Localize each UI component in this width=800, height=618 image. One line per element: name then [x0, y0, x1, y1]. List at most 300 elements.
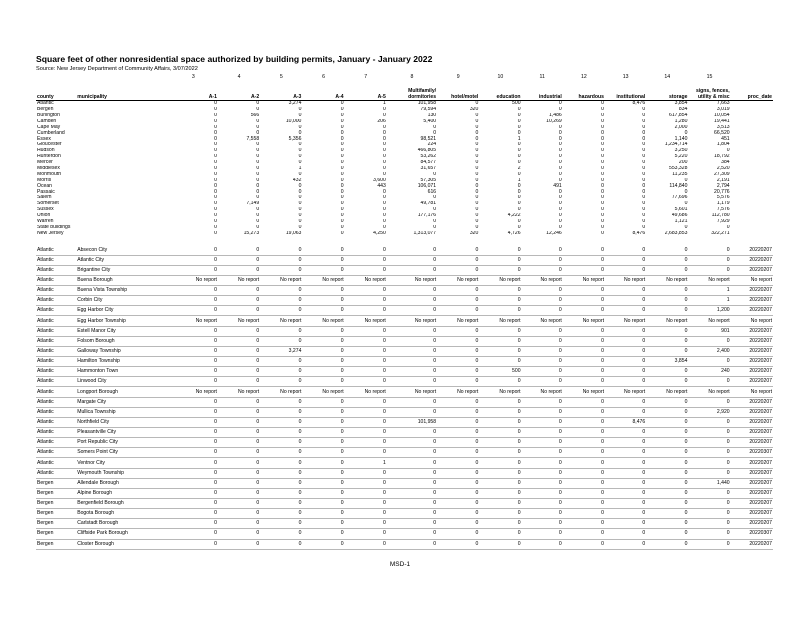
summary-value: 0 [642, 183, 646, 189]
summary-value: 616 [427, 189, 437, 195]
summary-value: 0 [383, 130, 386, 136]
row-municipality: Atlantic City [76, 255, 169, 265]
summary-value: 0 [340, 201, 344, 207]
row-value: 0 [387, 529, 437, 539]
summary-value: 10,000 [285, 118, 302, 124]
blank-cell [731, 236, 773, 245]
row-county: Atlantic [36, 275, 76, 285]
row-value: 0 [345, 377, 387, 387]
column-number: 3 [191, 74, 195, 81]
summary-value: 0 [298, 201, 302, 207]
row-value: 0 [302, 336, 344, 346]
row-proc-date: 20220207 [731, 397, 773, 407]
row-value: 240 [688, 367, 730, 377]
summary-value: 0 [256, 159, 260, 166]
summary-value: 8,476 [632, 230, 646, 236]
row-value: 0 [688, 377, 730, 387]
row-proc-date: 20220207 [731, 377, 773, 387]
summary-value: 0 [214, 201, 217, 207]
row-municipality: Mullica Township [76, 407, 169, 417]
header-column: A-4 [302, 82, 344, 101]
summary-value: 1 [517, 136, 521, 142]
summary-value: 0 [601, 106, 604, 113]
summary-value: 0 [601, 148, 604, 154]
row-county: Atlantic [36, 286, 76, 296]
row-value: 0 [605, 488, 646, 498]
row-value: No report [605, 275, 646, 285]
summary-value: 0 [558, 124, 562, 130]
county-name: Sussex [37, 207, 54, 213]
row-county: Atlantic [36, 296, 76, 306]
row-value: 0 [387, 448, 437, 458]
summary-value: 0 [642, 224, 646, 230]
row-municipality: Bergenfield Borough [76, 499, 169, 509]
row-value: 0 [387, 265, 437, 275]
summary-value: 0 [214, 207, 217, 213]
row-county: Atlantic [36, 265, 76, 275]
summary-value: 0 [383, 136, 386, 142]
row-value: 0 [260, 296, 302, 306]
summary-value: 18,792 [714, 154, 730, 160]
row-municipality: Hammonton Town [76, 367, 169, 377]
column-number-row [36, 74, 773, 82]
row-municipality: Bogota Borough [76, 509, 169, 519]
row-value: 3,274 [260, 346, 302, 356]
row-value: 0 [605, 407, 646, 417]
summary-value: 0 [642, 218, 646, 225]
row-value: 0 [605, 397, 646, 407]
table-row [36, 417, 773, 427]
summary-value: 98,521 [420, 136, 437, 142]
summary-value: 0 [214, 142, 217, 148]
row-value: No report [522, 275, 563, 285]
county-name: Monmouth [37, 171, 62, 177]
summary-value: 0 [601, 136, 604, 142]
row-value: 0 [260, 428, 302, 438]
row-value: 0 [479, 346, 521, 356]
header-proc-date: proc_date [731, 82, 773, 101]
summary-value: 0 [298, 112, 302, 119]
summary-value: 0 [383, 195, 386, 201]
summary-value: 0 [558, 218, 562, 225]
summary-value: 4,726 [507, 230, 521, 236]
row-value: 0 [260, 499, 302, 509]
row-value: 0 [479, 428, 521, 438]
summary-value: 0 [298, 142, 302, 148]
summary-value: 49,781 [420, 201, 437, 207]
row-value: 0 [437, 509, 479, 519]
row-value: 0 [437, 529, 479, 539]
summary-value: 0 [726, 224, 730, 230]
row-value: 0 [479, 488, 521, 498]
summary-value: 0 [475, 159, 479, 166]
header-row [36, 82, 773, 101]
row-value: 0 [260, 539, 302, 549]
row-value: 0 [479, 519, 521, 529]
summary-value: 1,486 [549, 112, 562, 119]
summary-value: 0 [558, 100, 562, 107]
summary-value: 66,520 [714, 130, 730, 136]
summary-value: 0 [558, 201, 562, 207]
summary-value: 0 [383, 148, 386, 154]
summary-value: 0 [684, 177, 688, 183]
summary-value: 0 [517, 112, 521, 119]
summary-value: 0 [475, 224, 479, 230]
row-value: 0 [260, 255, 302, 265]
row-value: 3,854 [646, 357, 688, 367]
row-proc-date: 20220207 [731, 417, 773, 427]
table-row [36, 306, 773, 316]
table-row [36, 326, 773, 336]
table-row [36, 448, 773, 458]
row-value: 0 [260, 509, 302, 519]
row-county: Atlantic [36, 255, 76, 265]
row-value: 0 [302, 519, 344, 529]
summary-value: 0 [383, 189, 386, 195]
summary-value: 4,250 [373, 230, 386, 236]
row-proc-date: 20220207 [731, 245, 773, 255]
row-value: No report [646, 387, 688, 397]
row-value: 0 [437, 306, 479, 316]
table-row [36, 346, 773, 356]
row-value: No report [218, 275, 260, 285]
row-county: Atlantic [36, 468, 76, 478]
row-value: 0 [302, 326, 344, 336]
summary-value: 0 [601, 189, 604, 195]
summary-value: 443 [377, 183, 386, 189]
summary-value: 0 [517, 142, 521, 148]
summary-value: 466,805 [417, 148, 437, 154]
row-proc-date: 20220207 [731, 306, 773, 316]
row-proc-date: No report [731, 387, 773, 397]
row-value: 0 [302, 357, 344, 367]
row-value: 0 [646, 468, 688, 478]
row-value: 901 [688, 326, 730, 336]
summary-value: 0 [517, 159, 521, 166]
summary-value: 0 [601, 165, 604, 172]
row-value: 0 [169, 499, 218, 509]
summary-value: 19,441 [714, 118, 730, 124]
summary-value: 1,234,714 [664, 142, 688, 148]
row-value: 0 [522, 478, 563, 488]
row-value: 0 [218, 428, 260, 438]
row-value: 0 [345, 296, 387, 306]
row-value: 0 [688, 417, 730, 427]
row-value: 0 [563, 509, 605, 519]
summary-value: 0 [684, 130, 688, 136]
row-proc-date: 20220207 [731, 296, 773, 306]
row-value: 0 [169, 509, 218, 519]
row-value: 0 [387, 346, 437, 356]
summary-value: 0 [340, 148, 344, 154]
county-name: Hunterdon [37, 154, 61, 160]
row-value: No report [688, 316, 730, 326]
county-name: Gloucester [37, 142, 62, 148]
row-value: 0 [605, 306, 646, 316]
summary-value: 0 [383, 171, 386, 177]
summary-value: 0 [256, 224, 260, 230]
row-value: No report [345, 316, 387, 326]
row-value: 0 [688, 519, 730, 529]
summary-value: 0 [340, 106, 344, 113]
row-value: 0 [302, 397, 344, 407]
blank-cell [302, 236, 344, 245]
row-municipality: Closter Borough [76, 539, 169, 549]
row-value: 101,958 [387, 417, 437, 427]
summary-value: 2,191 [716, 177, 730, 183]
row-value: 0 [605, 346, 646, 356]
summary-value: 0 [214, 154, 217, 160]
row-value: 0 [302, 255, 344, 265]
summary-value: 0 [517, 148, 521, 154]
row-county: Atlantic [36, 458, 76, 468]
row-value: 0 [218, 539, 260, 549]
row-proc-date: 20220207 [731, 255, 773, 265]
summary-value: 0 [433, 171, 437, 177]
row-value: 0 [302, 407, 344, 417]
summary-value: 0 [340, 165, 344, 172]
summary-value: 0 [642, 201, 646, 207]
row-value: 0 [688, 357, 730, 367]
row-value: 0 [260, 397, 302, 407]
row-value: 0 [437, 336, 479, 346]
summary-value: 0 [642, 154, 646, 160]
summary-value: 0 [684, 224, 688, 230]
row-value: 0 [218, 438, 260, 448]
row-value: No report [437, 275, 479, 285]
row-value: 0 [387, 458, 437, 468]
row-value: 0 [437, 458, 479, 468]
summary-value: 0 [340, 112, 344, 119]
county-name: Warren [37, 218, 54, 225]
row-value: 0 [302, 367, 344, 377]
summary-value: 0 [340, 124, 344, 130]
summary-value: 491 [553, 183, 562, 189]
summary-value: 0 [601, 142, 604, 148]
summary-value: 2,520 [716, 165, 730, 172]
row-value: 0 [605, 265, 646, 275]
row-value: 0 [688, 539, 730, 549]
row-value: 1,440 [688, 478, 730, 488]
row-value: 0 [646, 499, 688, 509]
row-value: 0 [479, 448, 521, 458]
row-value: 0 [522, 539, 563, 549]
row-value: No report [169, 275, 218, 285]
summary-value: 0 [214, 112, 217, 119]
row-value: 0 [646, 519, 688, 529]
row-value: 0 [387, 326, 437, 336]
row-value: 0 [522, 265, 563, 275]
row-value: 0 [522, 336, 563, 346]
summary-value: 0 [684, 189, 688, 195]
row-value: 0 [563, 458, 605, 468]
row-value: 0 [218, 529, 260, 539]
table-row [36, 509, 773, 519]
row-value: 0 [605, 245, 646, 255]
row-value: 0 [218, 367, 260, 377]
summary-value: 0 [475, 148, 479, 154]
row-value: 0 [218, 478, 260, 488]
row-value: 0 [387, 509, 437, 519]
row-municipality: Hamilton Township [76, 357, 169, 367]
summary-value: 8,476 [632, 100, 646, 107]
summary-value: 0 [383, 124, 386, 130]
summary-value: 0 [298, 148, 302, 154]
row-value: 0 [345, 255, 387, 265]
row-proc-date: 20220207 [731, 488, 773, 498]
header-column: A-1 [169, 82, 218, 101]
row-value: 0 [302, 265, 344, 275]
summary-value: 0 [642, 177, 646, 183]
summary-value: 0 [475, 201, 479, 207]
row-value: 0 [646, 407, 688, 417]
summary-value: 0 [642, 171, 646, 177]
row-value: 0 [605, 326, 646, 336]
summary-value: 322,271 [711, 230, 730, 236]
summary-value: 0 [475, 207, 479, 213]
row-value: 0 [437, 255, 479, 265]
row-value: No report [646, 275, 688, 285]
row-value: 0 [605, 377, 646, 387]
row-value: 0 [218, 499, 260, 509]
summary-value: 0 [475, 154, 479, 160]
table-row [36, 296, 773, 306]
summary-value: 0 [642, 159, 646, 166]
row-county: Bergen [36, 529, 76, 539]
row-value: 0 [345, 488, 387, 498]
row-value: 0 [646, 448, 688, 458]
county-name: Burlington [37, 112, 60, 119]
table-row [36, 499, 773, 509]
summary-value: 0 [214, 100, 217, 107]
summary-value: 0 [642, 148, 646, 154]
row-value: 0 [302, 286, 344, 296]
summary-value: 130 [427, 112, 437, 119]
summary-value: 0 [517, 183, 521, 189]
row-value: 0 [260, 265, 302, 275]
row-county: Atlantic [36, 367, 76, 377]
row-value: 0 [563, 306, 605, 316]
row-value: 0 [605, 367, 646, 377]
row-proc-date: 20220207 [731, 519, 773, 529]
source-note: Source: New Jersey Department of Community Affairs, 3/07/2022 [36, 66, 198, 72]
row-proc-date: 20220207 [731, 428, 773, 438]
row-value: 0 [169, 539, 218, 549]
summary-value: 0 [214, 118, 217, 124]
summary-value: 0 [256, 171, 260, 177]
row-value: No report [479, 387, 521, 397]
summary-value: 0 [298, 154, 302, 160]
row-value: 0 [345, 529, 387, 539]
table-row [36, 458, 773, 468]
summary-value: 0 [383, 201, 386, 207]
row-value: 0 [169, 296, 218, 306]
summary-value: 114,840 [669, 183, 688, 189]
summary-value: 31,657 [420, 165, 437, 172]
row-value: 0 [437, 245, 479, 255]
row-value: 0 [345, 509, 387, 519]
row-value: 0 [260, 367, 302, 377]
header-column: industrial [522, 82, 563, 101]
summary-value: 3,274 [288, 100, 302, 107]
row-value: 0 [345, 468, 387, 478]
blank-cell [76, 236, 169, 245]
column-number: 12 [580, 74, 587, 81]
summary-value: 0 [383, 165, 386, 172]
row-municipality: Absecon City [76, 245, 169, 255]
row-value: 0 [387, 286, 437, 296]
summary-value: 0 [298, 218, 302, 225]
summary-value: 0 [642, 130, 646, 136]
summary-value: 106,071 [417, 183, 437, 189]
table-row [36, 468, 773, 478]
summary-value: 3,854 [674, 100, 688, 107]
row-value: 0 [437, 428, 479, 438]
row-value: 0 [563, 529, 605, 539]
summary-value: 0 [517, 171, 521, 177]
summary-value: 0 [214, 136, 217, 142]
header-column: storage [646, 82, 688, 101]
summary-value: 0 [214, 212, 217, 219]
summary-value: 0 [475, 136, 479, 142]
row-value: 1 [688, 286, 730, 296]
row-value: 0 [260, 488, 302, 498]
row-value: 0 [169, 428, 218, 438]
table-row [36, 407, 773, 417]
row-value: 2,400 [688, 346, 730, 356]
blank-cell [36, 74, 76, 82]
row-county: Bergen [36, 488, 76, 498]
column-number: 15 [706, 74, 713, 81]
summary-value: 0 [256, 142, 260, 148]
row-value: 0 [218, 377, 260, 387]
row-value: 0 [646, 458, 688, 468]
summary-value: 0 [383, 218, 386, 225]
row-value: 0 [605, 296, 646, 306]
summary-value: 0 [214, 148, 217, 154]
row-municipality: Ventnor City [76, 458, 169, 468]
row-value: 0 [646, 529, 688, 539]
blank-cell [646, 236, 688, 245]
row-value: 0 [688, 336, 730, 346]
row-county: Bergen [36, 509, 76, 519]
row-value: 0 [688, 448, 730, 458]
row-value: 0 [563, 417, 605, 427]
row-value: 0 [302, 539, 344, 549]
row-value: 0 [345, 326, 387, 336]
row-value: 0 [479, 306, 521, 316]
row-municipality: Estell Manor City [76, 326, 169, 336]
summary-value: 0 [340, 230, 344, 236]
summary-value: 0 [214, 177, 217, 183]
summary-value: 0 [298, 124, 302, 130]
summary-value: 49,686 [671, 212, 688, 219]
summary-value: 5,220 [674, 154, 688, 160]
row-value: 0 [522, 367, 563, 377]
row-value: 0 [169, 519, 218, 529]
summary-value: 0 [642, 124, 646, 130]
header-municipality: municipality [76, 82, 169, 101]
column-number: 13 [622, 74, 629, 81]
summary-value: 0 [383, 159, 386, 166]
summary-value: 0 [642, 136, 646, 142]
row-value: 0 [688, 488, 730, 498]
row-value: 0 [169, 438, 218, 448]
county-name: Passaic [37, 189, 55, 195]
summary-value: 0 [256, 218, 260, 225]
summary-value: 5,576 [716, 195, 730, 201]
row-value: 0 [218, 245, 260, 255]
